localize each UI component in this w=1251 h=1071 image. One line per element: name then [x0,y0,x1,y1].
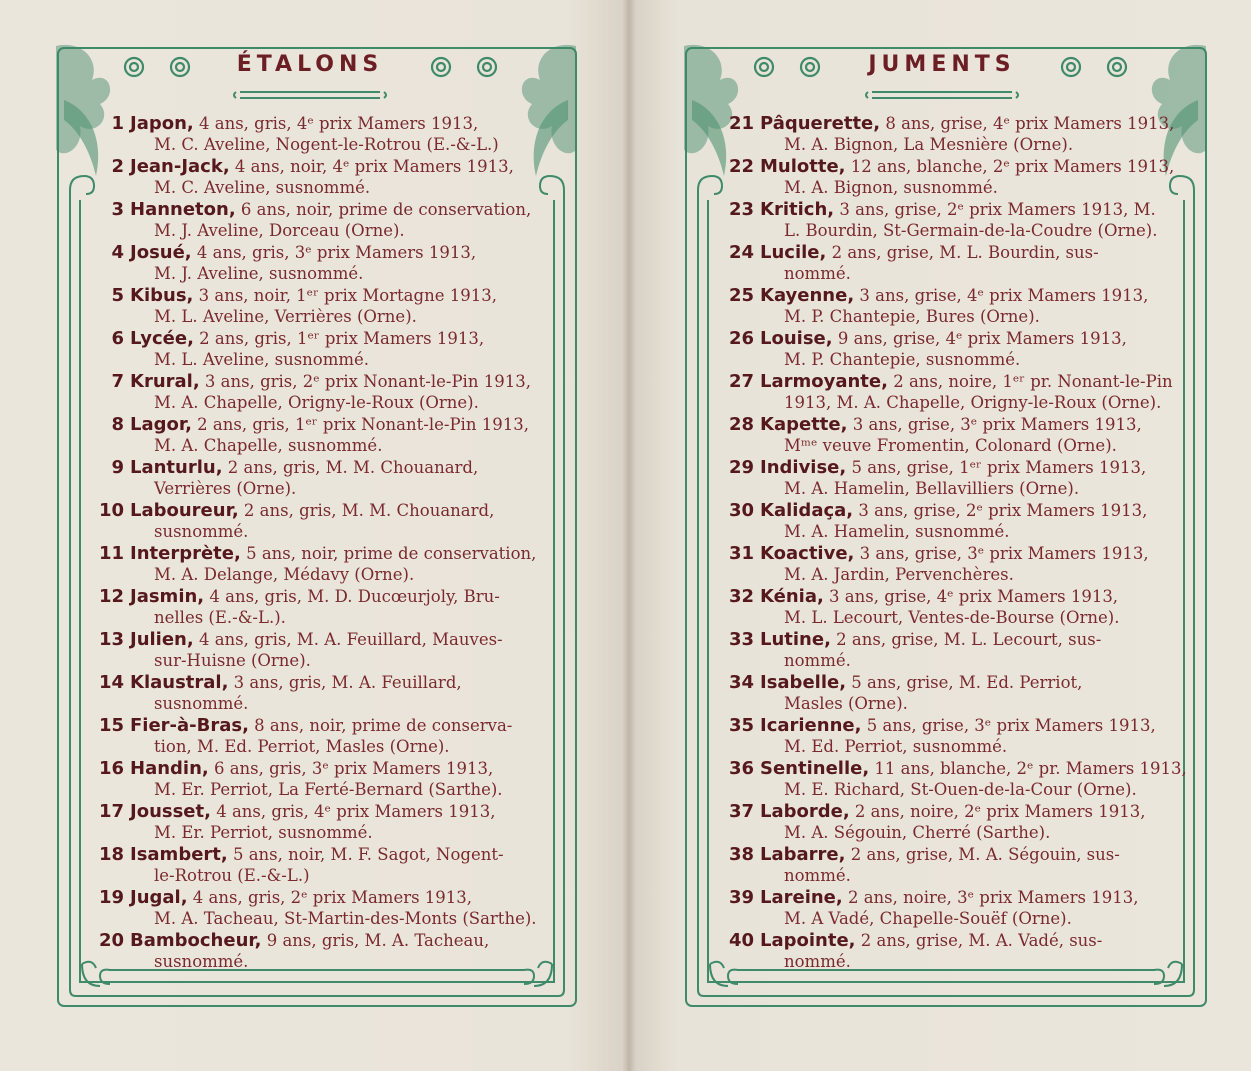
entry-description: 12 ans, blanche, 2ᵉ prix Mamers 1913, [845,157,1175,176]
list-item [714,758,1187,801]
horse-name: Pâquerette, [760,113,881,134]
horse-name: Lucile, [760,242,827,263]
horse-name: Interprète, [130,543,241,564]
horse-name: Lagor, [130,414,192,435]
list-item [84,629,534,672]
entry-first-line [760,715,1156,736]
entry-owner-line: M. A. Hamelin, susnommé. [784,522,1010,541]
entry-first-line [130,199,531,220]
horse-name: Fier-à-Bras, [130,715,249,736]
list-item [714,328,1164,371]
list-item [84,285,534,328]
horse-name: Larmoyante, [760,371,888,392]
entry-number: 9 [111,457,124,478]
entry-number: 27 [728,371,754,392]
horse-name: Icarienne, [760,715,862,736]
entry-owner-line: nommé. [784,952,851,971]
entry-description: 9 ans, gris, M. A. Tacheau, [261,931,490,950]
entry-owner-line: susnommé. [154,694,249,713]
list-item [84,199,534,242]
entry-first-line [760,328,1127,349]
entry-number: 31 [728,543,754,564]
entry-owner-line: M. Ed. Perriot, susnommé. [784,737,1008,756]
entry-description: 3 ans, noir, 1ᵉʳ prix Mortagne 1913, [193,286,497,305]
entry-description: 5 ans, grise, M. Ed. Perriot, [846,673,1083,692]
list-item [714,113,1175,156]
entry-number: 35 [728,715,754,736]
entry-description: 2 ans, grise, M. L. Lecourt, sus- [830,630,1102,649]
entry-number: 25 [728,285,754,306]
entry-number: 20 [98,930,124,951]
entry-description: 2 ans, gris, M. M. Chouanard, [238,501,495,520]
entry-description: 6 ans, noir, prime de conservation, [235,200,532,219]
entry-number: 18 [98,844,124,865]
entry-number: 37 [728,801,754,822]
list-item [714,457,1164,500]
stallion-list [84,113,537,973]
entry-first-line [130,844,504,865]
entry-owner-line: nommé. [784,264,851,283]
entry-description: 4 ans, gris, 4ᵉ prix Mamers 1913, [210,802,496,821]
entry-description: 2 ans, grise, M. A. Ségouin, sus- [845,845,1120,864]
horse-name: Lutine, [760,629,831,650]
entry-first-line [760,844,1120,865]
entry-owner-line: M. P. Chantepie, susnommé. [784,350,1021,369]
horse-name: Kritich, [760,199,835,220]
horse-name: Kénia, [760,586,824,607]
entry-owner-line: M. P. Chantepie, Bures (Orne). [784,307,1040,326]
horse-name: Jean-Jack, [130,156,230,177]
entry-description: 4 ans, gris, 3ᵉ prix Mamers 1913, [191,243,477,262]
list-item [84,715,534,758]
entry-owner-line: Verrières (Orne). [154,479,297,498]
horse-name: Jasmin, [130,586,205,607]
horse-name: Kalidaça, [760,500,854,521]
list-item [714,242,1164,285]
entry-description: 11 ans, blanche, 2ᵉ pr. Mamers 1913, [869,759,1187,778]
entry-first-line [130,156,514,177]
entry-first-line [130,801,495,822]
entry-description: 5 ans, grise, 1ᵉʳ prix Mamers 1913, [846,458,1147,477]
list-item [84,801,534,844]
entry-number: 16 [98,758,124,779]
horse-name: Indivise, [760,457,847,478]
horse-name: Laboureur, [130,500,239,521]
entry-number: 6 [111,328,124,349]
entry-description: 4 ans, noir, 4ᵉ prix Mamers 1913, [229,157,514,176]
list-item [84,672,534,715]
entry-number: 33 [728,629,754,650]
entry-number: 24 [728,242,754,263]
list-item [84,887,537,930]
entry-owner-line: M. Er. Perriot, La Ferté-Bernard (Sarthe). [154,780,503,799]
list-item [84,371,534,414]
mare-list [714,113,1187,973]
entry-first-line [130,457,478,478]
horse-name: Josué, [130,242,192,263]
entry-description: 4 ans, gris, M. A. Feuillard, Mauves- [193,630,503,649]
horse-name: Hanneton, [130,199,236,220]
list-item [714,930,1164,973]
entry-owner-line: M. A. Ségouin, Cherré (Sarthe). [784,823,1051,842]
entry-description: 3 ans, gris, M. A. Feuillard, [228,673,462,692]
list-item [714,156,1175,199]
entry-owner-line: susnommé. [154,952,249,971]
entry-description: 9 ans, grise, 4ᵉ prix Mamers 1913, [832,329,1127,348]
entry-number: 32 [728,586,754,607]
entry-first-line [130,715,512,736]
horse-name: Louise, [760,328,833,349]
entry-owner-line: M. A. Chapelle, susnommé. [154,436,383,455]
entry-description: 3 ans, grise, 2ᵉ prix Mamers 1913, [853,501,1148,520]
horse-name: Lanturlu, [130,457,223,478]
list-item [714,199,1164,242]
entry-owner-line: L. Bourdin, St-Germain-de-la-Coudre (Orne). [784,221,1158,240]
entry-description: 2 ans, noire, 3ᵉ prix Mamers 1913, [842,888,1139,907]
entry-first-line [760,371,1173,392]
entry-first-line [760,887,1139,908]
list-item [714,500,1164,543]
list-item [84,930,534,973]
entry-first-line [760,414,1142,435]
list-item [714,586,1164,629]
list-item [84,242,534,285]
entry-first-line [130,285,497,306]
horse-name: Laborde, [760,801,850,822]
horse-name: Jugal, [130,887,188,908]
horse-name: Kibus, [130,285,194,306]
horse-name: Lareine, [760,887,843,908]
list-item [84,113,534,156]
entry-number: 34 [728,672,754,693]
entry-owner-line: le-Rotrou (E.-&-L.) [154,866,310,885]
entry-number: 22 [728,156,754,177]
entry-owner-line: M. E. Richard, St-Ouen-de-la-Cour (Orne). [784,780,1137,799]
horse-name: Sentinelle, [760,758,870,779]
entry-number: 38 [728,844,754,865]
entry-description: 2 ans, gris, 1ᵉʳ prix Mamers 1913, [193,329,485,348]
entry-owner-line: nommé. [784,651,851,670]
entry-number: 40 [728,930,754,951]
list-item [714,371,1173,414]
entry-first-line [760,586,1118,607]
entry-description: 3 ans, grise, 2ᵉ prix Mamers 1913, M. [834,200,1156,219]
entry-owner-line: M. A. Delange, Médavy (Orne). [154,565,415,584]
entry-description: 5 ans, noir, M. F. Sagot, Nogent- [227,845,504,864]
entry-description: 3 ans, gris, 2ᵉ prix Nonant-le-Pin 1913, [199,372,531,391]
entry-description: 8 ans, grise, 4ᵉ prix Mamers 1913, [880,114,1175,133]
list-item [84,844,534,887]
horse-name: Japon, [130,113,194,134]
list-item [84,586,534,629]
entry-number: 39 [728,887,754,908]
entry-number: 12 [98,586,124,607]
entry-description: 2 ans, gris, M. M. Chouanard, [222,458,479,477]
entry-owner-line: M. A Vadé, Chapelle-Souëf (Orne). [784,909,1072,928]
entry-owner-line: Masles (Orne). [784,694,908,713]
horse-name: Mulotte, [760,156,846,177]
entry-owner-line: M. J. Aveline, susnommé. [154,264,364,283]
entry-owner-line: M. A. Chapelle, Origny-le-Roux (Orne). [154,393,479,412]
horse-name: Klaustral, [130,672,229,693]
entry-first-line [760,500,1147,521]
entry-description: 2 ans, gris, 1ᵉʳ prix Nonant-le-Pin 1913, [191,415,529,434]
entry-owner-line: M. L. Aveline, susnommé. [154,350,370,369]
entry-first-line [760,113,1174,134]
entry-first-line [130,930,489,951]
entry-description: 3 ans, grise, 4ᵉ prix Mamers 1913, [854,286,1149,305]
entry-owner-line: M. L. Lecourt, Ventes-de-Bourse (Orne). [784,608,1120,627]
entry-first-line [130,414,529,435]
list-item [84,414,534,457]
entry-owner-line: M. L. Aveline, Verrières (Orne). [154,307,417,326]
horse-name: Kayenne, [760,285,855,306]
list-item [714,715,1164,758]
entry-number: 36 [728,758,754,779]
entry-number: 15 [98,715,124,736]
entry-description: 3 ans, grise, 3ᵉ prix Mamers 1913, [847,415,1142,434]
entry-description: 5 ans, noir, prime de conservation, [240,544,537,563]
list-item [714,672,1164,715]
entry-first-line [760,242,1099,263]
entry-first-line [760,801,1145,822]
entry-first-line [760,457,1146,478]
list-item [84,328,534,371]
horse-name: Lapointe, [760,930,856,951]
entry-first-line [760,156,1174,177]
entry-first-line [130,672,462,693]
entry-first-line [130,328,484,349]
entry-description: 4 ans, gris, 4ᵉ prix Mamers 1913, [193,114,479,133]
entry-owner-line: M. A. Jardin, Pervenchères. [784,565,1014,584]
entry-number: 7 [111,371,124,392]
entry-number: 1 [111,113,124,134]
list-item [84,758,534,801]
entry-first-line [760,543,1149,564]
entry-owner-line: nommé. [784,866,851,885]
entry-description: 5 ans, grise, 3ᵉ prix Mamers 1913, [861,716,1156,735]
entry-number: 30 [728,500,754,521]
entry-number: 29 [728,457,754,478]
entry-description: 2 ans, grise, M. L. Bourdin, sus- [826,243,1099,262]
list-item [714,844,1164,887]
entry-description: 8 ans, noir, prime de conserva- [248,716,513,735]
left-page-title: ÉTALONS [236,52,384,77]
entry-number: 28 [728,414,754,435]
entry-description: 6 ans, gris, 3ᵉ prix Mamers 1913, [208,759,494,778]
entry-owner-line: tion, M. Ed. Perriot, Masles (Orne). [154,737,450,756]
entry-first-line [130,371,531,392]
entry-first-line [130,758,493,779]
entry-description: 2 ans, noire, 2ᵉ prix Mamers 1913, [849,802,1146,821]
entry-number: 23 [728,199,754,220]
entry-owner-line: M. A. Tacheau, St-Martin-des-Monts (Sarthe). [154,909,537,928]
horse-name: Isambert, [130,844,228,865]
list-item [714,285,1164,328]
entry-first-line [130,543,536,564]
entry-number: 5 [111,285,124,306]
entry-owner-line: Mᵐᵉ veuve Fromentin, Colonard (Orne). [784,436,1117,455]
entry-first-line [130,500,494,521]
entry-owner-line: sur-Huisne (Orne). [154,651,311,670]
entry-description: 2 ans, grise, M. A. Vadé, sus- [855,931,1103,950]
horse-name: Kapette, [760,414,848,435]
horse-name: Jousset, [130,801,211,822]
entry-number: 3 [111,199,124,220]
entry-first-line [760,199,1156,220]
entry-owner-line: M. Er. Perriot, susnommé. [154,823,373,842]
horse-name: Lycée, [130,328,194,349]
horse-name: Isabelle, [760,672,847,693]
entry-owner-line: M. A. Bignon, La Mesnière (Orne). [784,135,1074,154]
horse-name: Julien, [130,629,194,650]
entry-first-line [130,586,500,607]
entry-number: 2 [111,156,124,177]
entry-owner-line: M. A. Bignon, susnommé. [784,178,998,197]
entry-first-line [760,629,1101,650]
list-item [714,887,1164,930]
list-item [84,457,534,500]
entry-number: 14 [98,672,124,693]
entry-number: 13 [98,629,124,650]
entry-description: 3 ans, grise, 3ᵉ prix Mamers 1913, [854,544,1149,563]
entry-first-line [760,758,1187,779]
horse-name: Koactive, [760,543,855,564]
horse-name: Krural, [130,371,200,392]
entry-description: 4 ans, gris, M. D. Ducœurjoly, Bru- [204,587,500,606]
entry-number: 26 [728,328,754,349]
entry-first-line [760,930,1102,951]
entry-first-line [130,629,503,650]
entry-owner-line: M. J. Aveline, Dorceau (Orne). [154,221,405,240]
list-item [714,414,1164,457]
list-item [714,801,1164,844]
entry-number: 17 [98,801,124,822]
entry-first-line [760,672,1082,693]
entry-first-line [760,285,1148,306]
entry-first-line [130,113,478,134]
entry-description: 4 ans, gris, 2ᵉ prix Mamers 1913, [187,888,473,907]
entry-number: 4 [111,242,124,263]
horse-name: Handin, [130,758,209,779]
horse-name: Labarre, [760,844,846,865]
entry-owner-line: M. C. Aveline, Nogent-le-Rotrou (E.-&-L.) [154,135,499,154]
entry-number: 21 [728,113,754,134]
entry-number: 10 [98,500,124,521]
entry-first-line [130,242,476,263]
list-item [714,629,1164,672]
entry-number: 11 [98,543,124,564]
horse-name: Bambocheur, [130,930,262,951]
list-item [714,543,1164,586]
entry-owner-line: susnommé. [154,522,249,541]
list-item [84,543,537,586]
entry-owner-line: M. A. Hamelin, Bellavilliers (Orne). [784,479,1080,498]
entry-number: 19 [98,887,124,908]
entry-owner-line: M. C. Aveline, susnommé. [154,178,371,197]
entry-first-line [130,887,472,908]
entry-owner-line: 1913, M. A. Chapelle, Origny-le-Roux (Orne). [784,393,1162,412]
entry-number: 8 [111,414,124,435]
right-page-title: JUMENTS [868,52,1016,77]
entry-description: 3 ans, grise, 4ᵉ prix Mamers 1913, [823,587,1119,606]
list-item [84,500,534,543]
entry-owner-line: nelles (E.-&-L.). [154,608,286,627]
entry-description: 2 ans, noire, 1ᵉʳ pr. Nonant-le-Pin [887,372,1173,391]
list-item [84,156,534,199]
